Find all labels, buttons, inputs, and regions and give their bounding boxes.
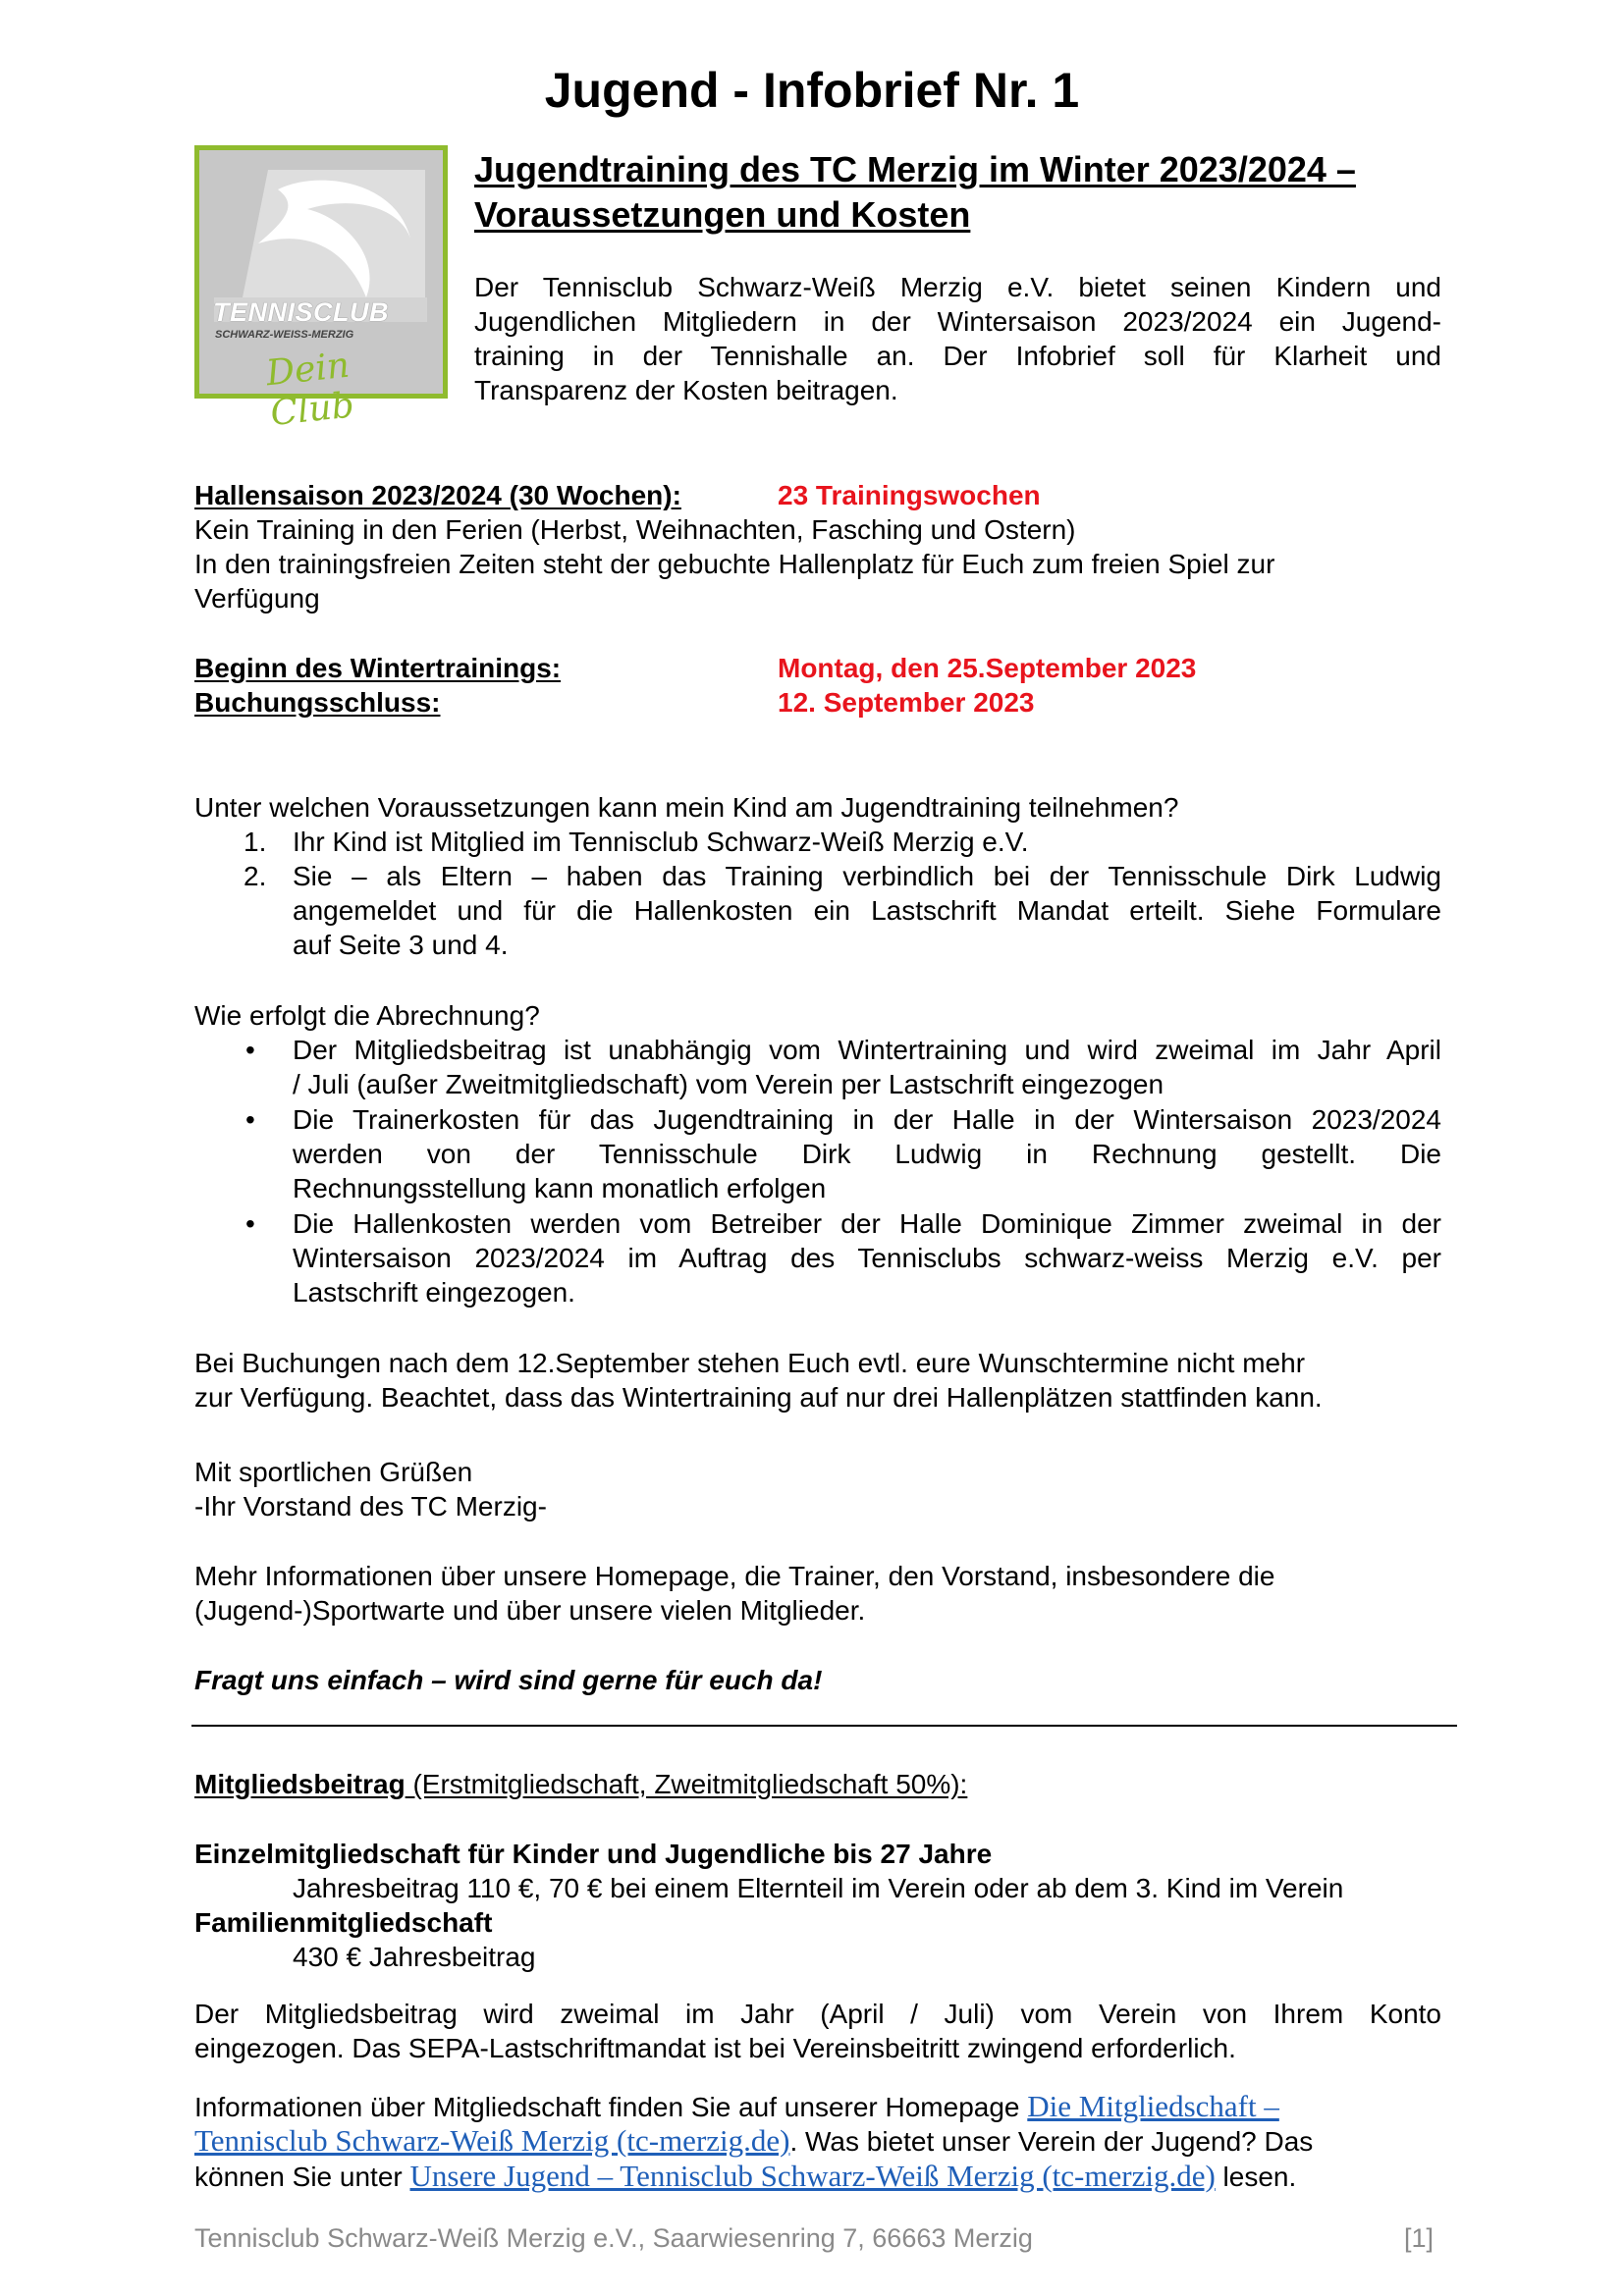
more-info: Mehr Informationen über unsere Homepage, die Trainer, den Vorstand, insbesondere die bbox=[194, 1561, 1275, 1591]
logo-club-subname: SCHWARZ-WEISS-MERZIG bbox=[215, 329, 354, 341]
billing-line: / Juli (außer Zweitmitgliedschaft) vom Verein per Lastschrift eingezogen bbox=[293, 1069, 1164, 1099]
billing-line: Rechnungsstellung kann monatlich erfolgen bbox=[293, 1173, 827, 1203]
family-membership-text: 430 € Jahresbeitrag bbox=[293, 1942, 536, 1972]
info-text: Informationen über Mitgliedschaft finden Sie auf unserer Homepage bbox=[194, 2092, 1028, 2122]
page-number: [1] bbox=[1404, 2223, 1435, 2253]
intro-line: Jugendlichen Mitgliedern in der Wintersaison 2023/2024 ein Jugend- bbox=[474, 306, 1441, 337]
more-info: (Jugend-)Sportwarte und über unsere vielen Mitglieder. bbox=[194, 1595, 866, 1626]
section-divider bbox=[191, 1725, 1457, 1727]
page-title: Jugend - Infobrief Nr. 1 bbox=[544, 63, 1080, 118]
booking-note: zur Verfügung. Beachtet, dass das Wintertraining auf nur drei Hallenplätzen stattfinden kann. bbox=[194, 1382, 1323, 1413]
collection-line: Der Mitgliedsbeitrag wird zweimal im Jahr (April / Juli) vom Verein von Ihrem Konto bbox=[194, 1999, 1441, 2029]
season-note: In den trainingsfreien Zeiten steht der gebuchte Hallenplatz für Euch zum freien Spiel zur bbox=[194, 549, 1275, 579]
heading-line-1: Jugendtraining des TC Merzig im Winter 2023/2024 – bbox=[474, 149, 1356, 189]
info-text: können Sie unter bbox=[194, 2162, 410, 2192]
greeting-signature: -Ihr Vorstand des TC Merzig- bbox=[194, 1491, 547, 1522]
requirement-line: angemeldet und für die Hallenkosten ein Lastschrift Mandat erteilt. Siehe Formulare bbox=[293, 895, 1441, 926]
youth-link[interactable]: Unsere Jugend – Tennisclub Schwarz-Weiß Merzig (tc-merzig.de) bbox=[409, 2159, 1216, 2193]
info-links-line-3 bbox=[194, 2159, 1296, 2194]
billing-item-3 bbox=[194, 1206, 1441, 1309]
closing-line: Fragt uns einfach – wird sind gerne für euch da! bbox=[194, 1665, 823, 1695]
bullet-icon: • bbox=[245, 1104, 255, 1135]
season-value: 23 Trainingswochen bbox=[778, 480, 1041, 510]
family-membership-title: Familienmitgliedschaft bbox=[194, 1907, 493, 1938]
requirement-item-1 bbox=[194, 825, 1441, 859]
bullet-icon: • bbox=[245, 1208, 255, 1239]
billing-line: Lastschrift eingezogen. bbox=[293, 1277, 575, 1308]
info-text: lesen. bbox=[1215, 2162, 1297, 2192]
bullet-icon: • bbox=[245, 1035, 255, 1065]
footer-address: Tennisclub Schwarz-Weiß Merzig e.V., Saarwiesenring 7, 66663 Merzig bbox=[194, 2223, 1033, 2253]
billing-line: werden von der Tennisschule Dirk Ludwig in Rechnung gestellt. Die bbox=[293, 1139, 1441, 1169]
membership-link-continued[interactable]: Tennisclub Schwarz-Weiß Merzig (tc-merzig.de) bbox=[194, 2123, 790, 2158]
season-note: Kein Training in den Ferien (Herbst, Weihnachten, Fasching und Ostern) bbox=[194, 514, 1076, 545]
single-membership-title: Einzelmitgliedschaft für Kinder und Jugendliche bis 27 Jahre bbox=[194, 1839, 993, 1869]
requirement-line: Ihr Kind ist Mitglied im Tennisclub Schwarz-Weiß Merzig e.V. bbox=[293, 827, 1029, 857]
billing-line: Die Trainerkosten für das Jugendtraining in der Halle in der Wintersaison 2023/2024 bbox=[293, 1104, 1441, 1135]
intro-paragraph bbox=[474, 270, 1441, 407]
deadline-label: Buchungsschluss: bbox=[194, 687, 441, 718]
billing-line: Der Mitgliedsbeitrag ist unabhängig vom Wintertraining und wird zweimal im Jahr April bbox=[293, 1035, 1441, 1065]
season-note: Verfügung bbox=[194, 583, 320, 614]
intro-line: Transparenz der Kosten beitragen. bbox=[474, 375, 898, 405]
list-marker: 1. bbox=[244, 827, 267, 857]
billing-question: Wie erfolgt die Abrechnung? bbox=[194, 1000, 540, 1031]
list-marker: 2. bbox=[244, 861, 267, 891]
heading-line-2: Voraussetzungen und Kosten bbox=[474, 194, 971, 235]
billing-item-1 bbox=[194, 1033, 1441, 1101]
greeting: Mit sportlichen Grüßen bbox=[194, 1457, 473, 1487]
intro-line: Der Tennisclub Schwarz-Weiß Merzig e.V. bietet seinen Kindern und bbox=[474, 272, 1441, 302]
billing-line: Die Hallenkosten werden vom Betreiber der Halle Dominique Zimmer zweimal in der bbox=[293, 1208, 1441, 1239]
info-text: . Was bietet unser Verein der Jugend? Das bbox=[789, 2126, 1314, 2157]
requirement-line: Sie – als Eltern – haben das Training verbindlich bei der Tennisschule Dirk Ludwig bbox=[293, 861, 1441, 891]
membership-label-note: (Erstmitgliedschaft, Zweitmitgliedschaft 50%): bbox=[405, 1769, 968, 1799]
billing-line: Wintersaison 2023/2024 im Auftrag des Tennisclubs schwarz-weiss Merzig e.V. per bbox=[293, 1243, 1441, 1273]
billing-item-2 bbox=[194, 1102, 1441, 1205]
booking-note: Bei Buchungen nach dem 12.September stehen Euch evtl. eure Wunschtermine nicht mehr bbox=[194, 1348, 1306, 1378]
membership-label: Mitgliedsbeitrag bbox=[194, 1769, 406, 1799]
membership-collection bbox=[194, 1997, 1441, 2065]
start-value: Montag, den 25.September 2023 bbox=[778, 653, 1197, 683]
start-label: Beginn des Wintertrainings: bbox=[194, 653, 562, 683]
membership-link[interactable]: Die Mitgliedschaft – bbox=[1027, 2089, 1279, 2123]
single-membership-text: Jahresbeitrag 110 €, 70 € bei einem Elternteil im Verein oder ab dem 3. Kind im Verein bbox=[293, 1873, 1344, 1903]
membership-heading bbox=[194, 1767, 967, 1801]
info-links-line-2 bbox=[194, 2123, 1313, 2159]
deadline-value: 12. September 2023 bbox=[778, 687, 1035, 718]
collection-line: eingezogen. Das SEPA-Lastschriftmandat ist bei Vereinsbeitritt zwingend erforderlich. bbox=[194, 2033, 1236, 2063]
requirement-line: auf Seite 3 und 4. bbox=[293, 930, 509, 960]
requirement-item-2 bbox=[194, 859, 1441, 962]
requirements-question: Unter welchen Voraussetzungen kann mein Kind am Jugendtraining teilnehmen? bbox=[194, 792, 1179, 823]
club-logo bbox=[194, 145, 448, 435]
info-links-line-1 bbox=[194, 2089, 1279, 2124]
season-label: Hallensaison 2023/2024 (30 Wochen): bbox=[194, 480, 681, 510]
logo-slogan: Dein Club bbox=[264, 345, 356, 435]
intro-line: training in der Tennishalle an. Der Infobrief soll für Klarheit und bbox=[474, 341, 1441, 371]
logo-club-name: TENNISCLUB bbox=[213, 297, 389, 327]
